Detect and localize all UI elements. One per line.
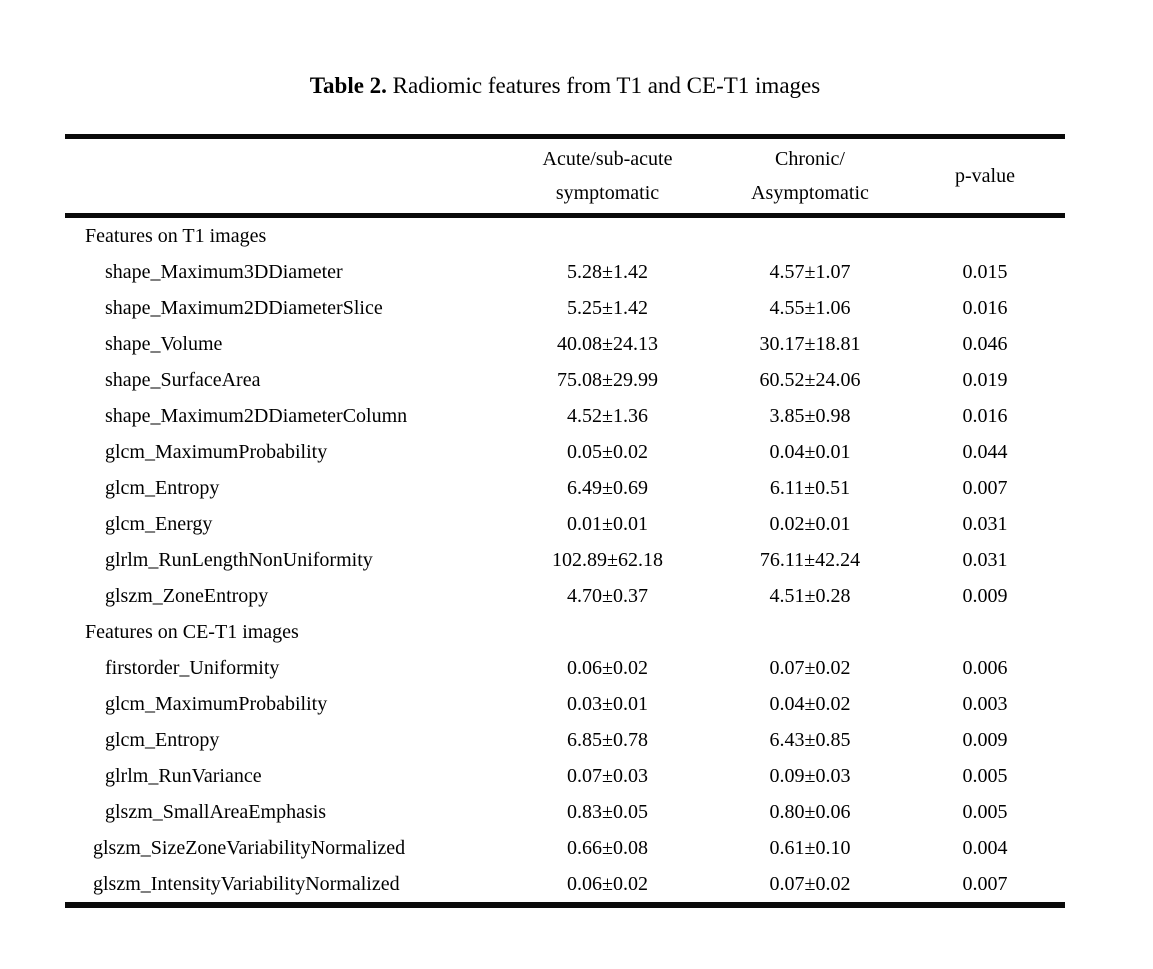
acute-value-cell: 40.08±24.13 [557,332,658,355]
feature-name-cell: glcm_Entropy [105,476,220,499]
table-row [65,686,1065,722]
chronic-value-cell: 0.02±0.01 [769,512,851,535]
chronic-value-cell: 0.80±0.06 [769,800,851,823]
acute-value-cell: 5.25±1.42 [567,296,648,319]
table-row [65,362,1065,398]
pvalue-cell: 0.006 [962,656,1008,679]
pvalue-cell: 0.019 [962,368,1008,391]
pvalue-cell: 0.009 [962,728,1008,751]
column-header-chronic-line1: Chronic/ [775,148,845,170]
chronic-value-cell: 0.09±0.03 [769,764,851,787]
feature-name-cell: shape_Maximum3DDiameter [105,260,343,283]
table-row [65,866,1065,905]
column-header-feature [65,137,500,216]
table-row [65,290,1065,326]
feature-name-cell: glrlm_RunLengthNonUniformity [105,548,373,571]
radiomic-features-table [65,134,1065,908]
pvalue-cell: 0.046 [962,332,1008,355]
chronic-value-cell: 0.07±0.02 [769,656,851,679]
table-row [65,398,1065,434]
feature-name-cell: shape_Maximum2DDiameterSlice [105,296,383,319]
header-row [65,137,1065,216]
table-row [65,254,1065,290]
table-caption [65,0,1065,100]
column-header-chronic [715,137,905,216]
pvalue-cell: 0.044 [962,440,1008,463]
table-row [65,794,1065,830]
table-caption-label: Table 2. [309,73,387,98]
column-header-acute-line1: Acute/sub-acute [542,148,673,170]
pvalue-cell: 0.004 [962,836,1008,859]
table-row [65,650,1065,686]
feature-name-cell: glcm_Energy [105,512,213,535]
acute-value-cell: 0.03±0.01 [567,692,648,715]
table-header [65,137,1065,216]
pvalue-cell: 0.016 [962,296,1008,319]
acute-value-cell: 102.89±62.18 [552,548,663,571]
pvalue-cell: 0.016 [962,404,1008,427]
acute-value-cell: 6.49±0.69 [567,476,648,499]
column-header-pvalue: p-value [905,137,1065,216]
table-body [65,216,1065,906]
chronic-value-cell: 0.04±0.02 [769,692,851,715]
acute-value-cell: 75.08±29.99 [557,368,658,391]
pvalue-cell: 0.005 [962,764,1008,787]
feature-name-cell: shape_Maximum2DDiameterColumn [105,404,408,427]
acute-value-cell: 4.70±0.37 [567,584,648,607]
chronic-value-cell: 4.55±1.06 [769,296,851,319]
table-row [65,326,1065,362]
acute-value-cell: 4.52±1.36 [567,404,648,427]
chronic-value-cell: 76.11±42.24 [759,548,861,571]
feature-name-cell: shape_SurfaceArea [105,368,261,391]
chronic-value-cell: 30.17±18.81 [759,332,861,355]
chronic-value-cell: 6.11±0.51 [769,476,851,499]
acute-value-cell: 0.83±0.05 [567,800,648,823]
column-header-chronic-line2: Asymptomatic [751,182,869,204]
pvalue-cell: 0.009 [962,584,1008,607]
table-row [65,722,1065,758]
chronic-value-cell: 60.52±24.06 [759,368,861,391]
chronic-value-cell: 4.57±1.07 [769,260,851,283]
acute-value-cell: 0.06±0.02 [567,872,648,895]
section-header-row [65,216,1065,255]
feature-name-cell: glszm_SmallAreaEmphasis [105,800,327,823]
table-caption-text: Radiomic features from T1 and CE-T1 images [386,73,821,98]
table-row [65,758,1065,794]
acute-value-cell: 0.05±0.02 [567,440,648,463]
chronic-value-cell: 0.61±0.10 [769,836,851,859]
section-header-label: Features on T1 images [85,224,267,247]
pvalue-cell: 0.031 [962,548,1008,571]
chronic-value-cell: 4.51±0.28 [769,584,851,607]
acute-value-cell: 0.07±0.03 [567,764,648,787]
feature-name-cell: glszm_SizeZoneVariabilityNormalized [93,836,406,859]
feature-name-cell: glcm_MaximumProbability [105,692,328,715]
acute-value-cell: 0.06±0.02 [567,656,648,679]
table-row [65,578,1065,614]
section-header-row [65,614,1065,650]
table-row [65,470,1065,506]
chronic-value-cell: 6.43±0.85 [769,728,851,751]
pvalue-cell: 0.007 [962,476,1008,499]
chronic-value-cell: 3.85±0.98 [769,404,851,427]
table-row [65,830,1065,866]
table-row [65,434,1065,470]
table-row [65,542,1065,578]
feature-name-cell: firstorder_Uniformity [105,656,280,679]
acute-value-cell: 5.28±1.42 [567,260,648,283]
feature-name-cell: glrlm_RunVariance [105,764,262,787]
column-header-acute [500,137,715,216]
chronic-value-cell: 0.04±0.01 [769,440,851,463]
acute-value-cell: 0.66±0.08 [567,836,648,859]
acute-value-cell: 0.01±0.01 [567,512,648,535]
feature-name-cell: glcm_Entropy [105,728,220,751]
feature-name-cell: glcm_MaximumProbability [105,440,328,463]
acute-value-cell: 6.85±0.78 [567,728,648,751]
pvalue-cell: 0.007 [962,872,1008,895]
pvalue-cell: 0.031 [962,512,1008,535]
pvalue-cell: 0.015 [962,260,1008,283]
chronic-value-cell: 0.07±0.02 [769,872,851,895]
feature-name-cell: glszm_IntensityVariabilityNormalized [93,872,400,895]
feature-name-cell: shape_Volume [105,332,223,355]
column-header-acute-line2: symptomatic [555,182,660,204]
pvalue-cell: 0.003 [962,692,1008,715]
section-header-label: Features on CE-T1 images [85,620,299,643]
pvalue-cell: 0.005 [962,800,1008,823]
table-row [65,506,1065,542]
feature-name-cell: glszm_ZoneEntropy [105,584,269,607]
